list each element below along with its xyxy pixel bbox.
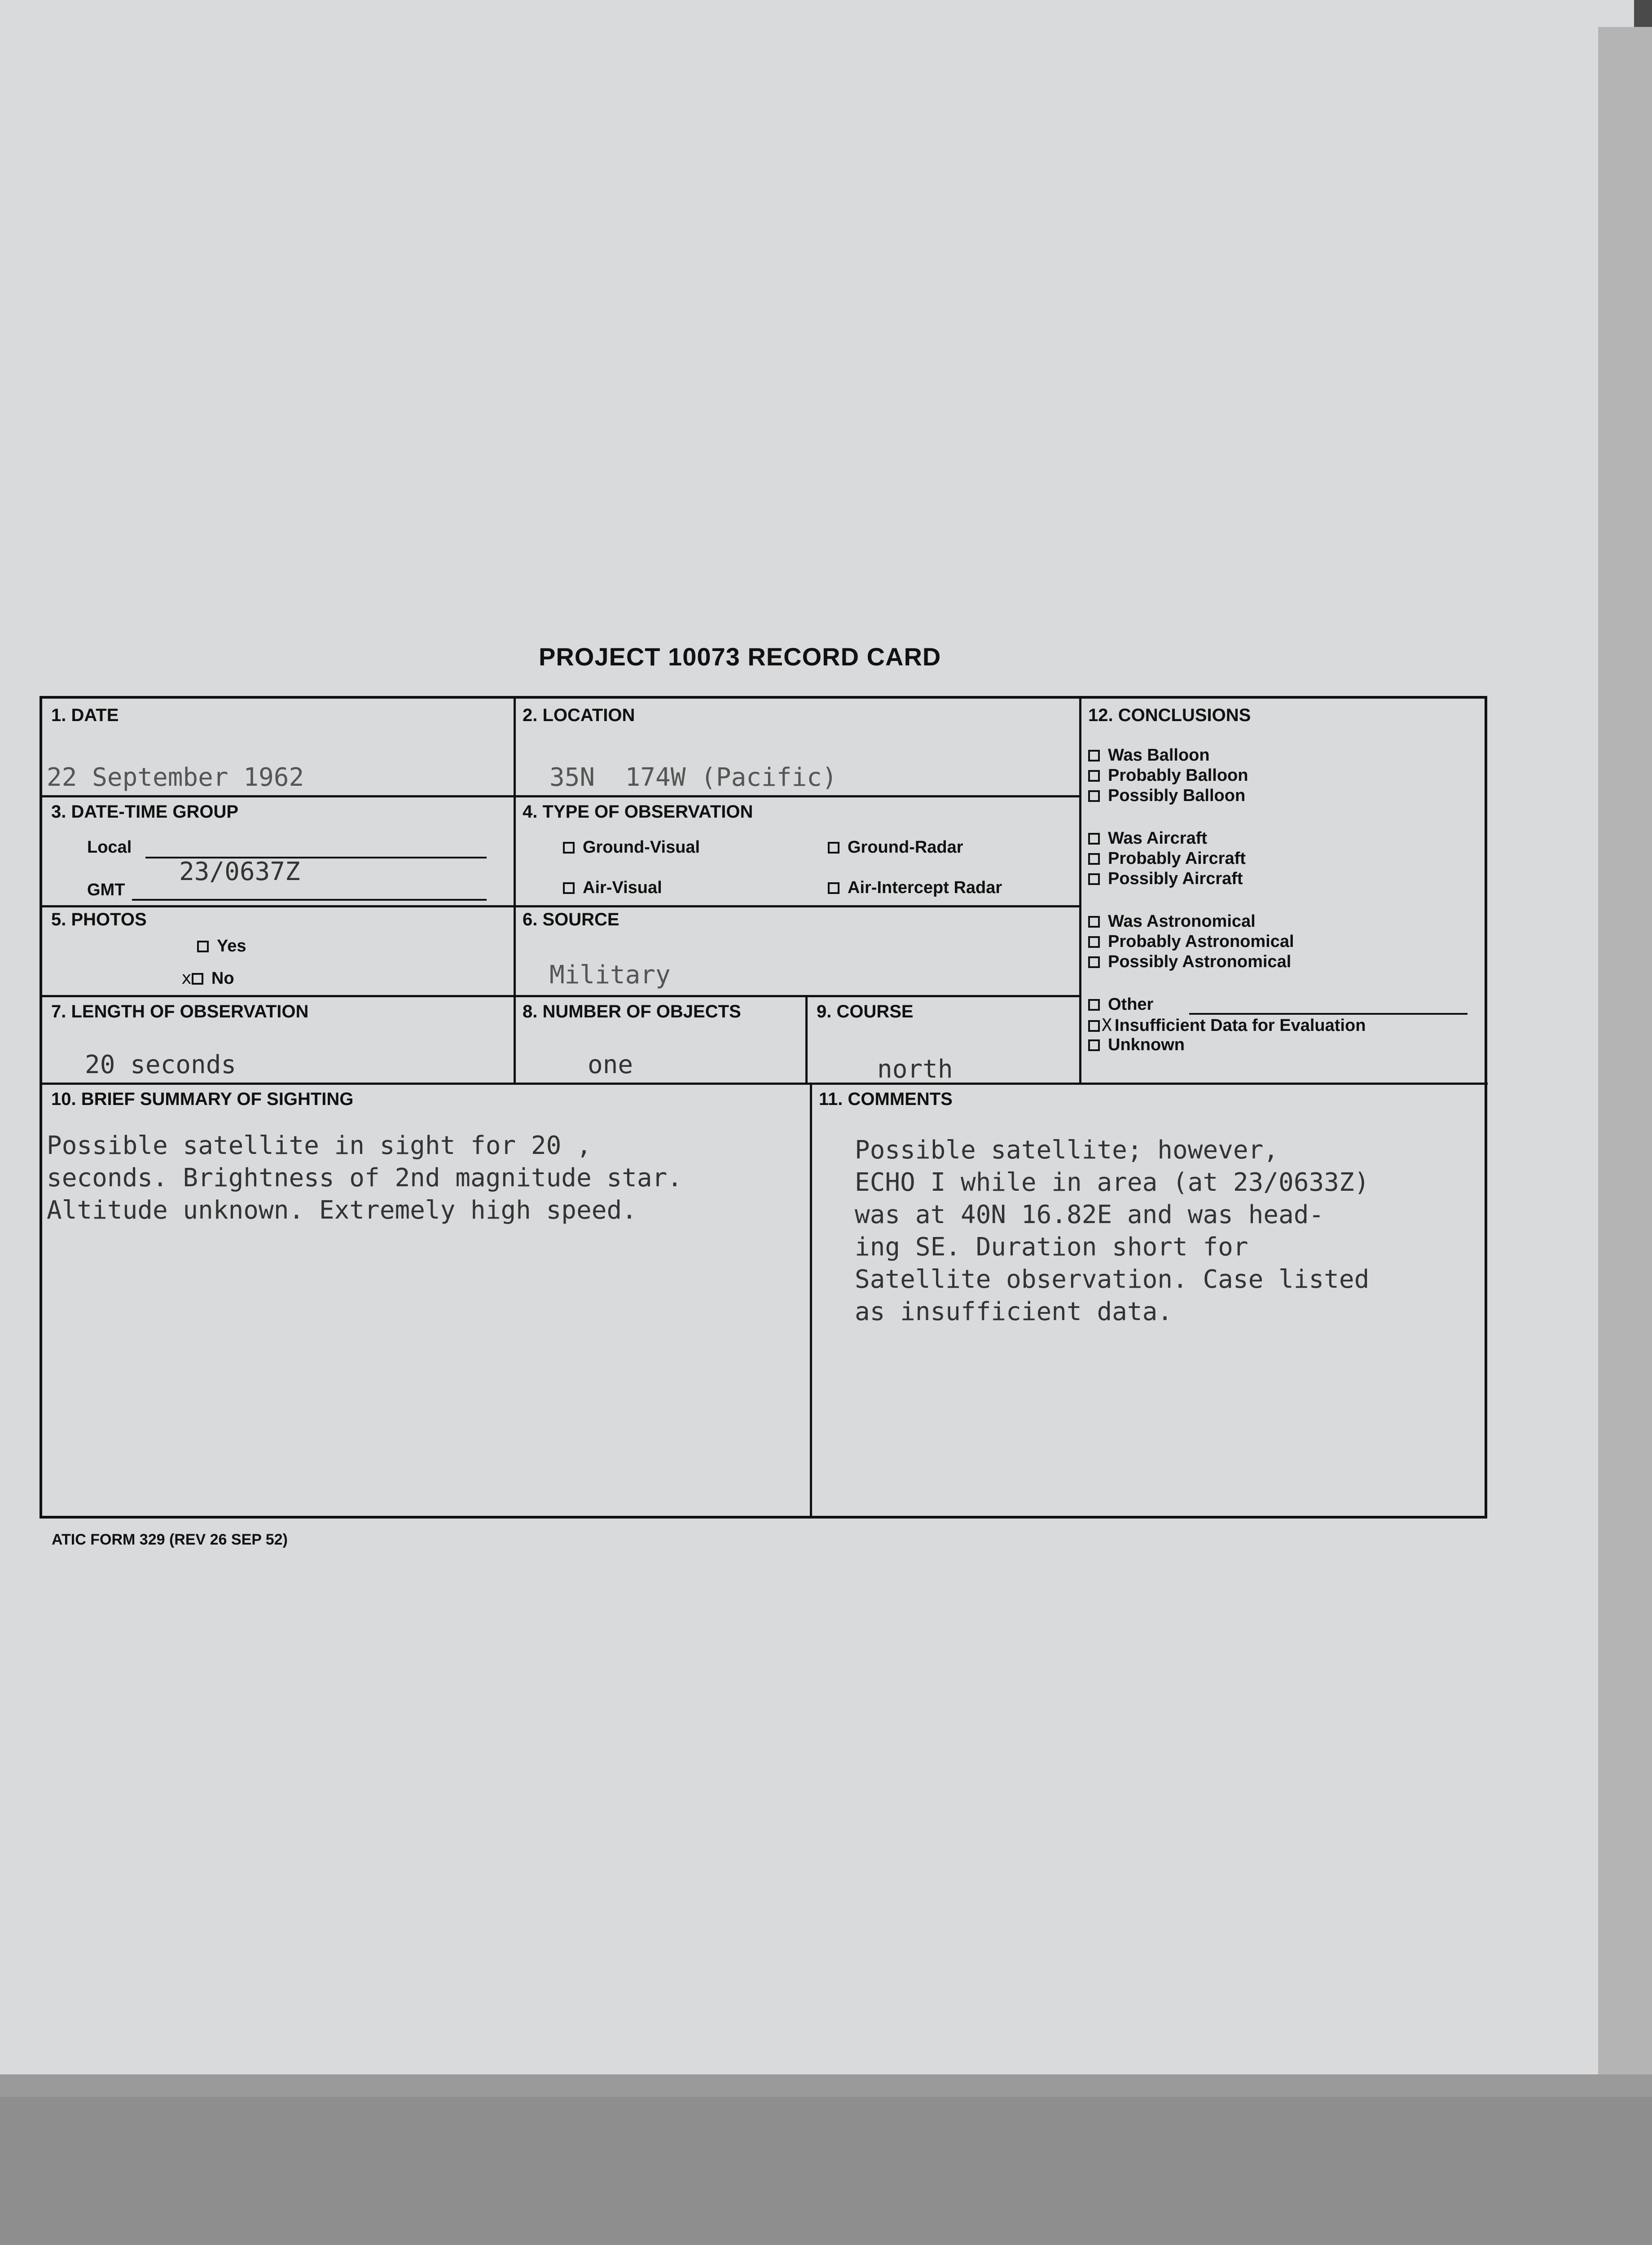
checkbox-icon xyxy=(1088,936,1100,948)
checkbox-icon xyxy=(1088,916,1100,928)
comments-label: 11. COMMENTS xyxy=(819,1089,953,1109)
divider-v1 xyxy=(514,699,516,1083)
option-ground-visual[interactable]: Ground-Visual xyxy=(563,838,700,857)
checkbox-icon xyxy=(1088,956,1100,968)
dtg-label: 3. DATE-TIME GROUP xyxy=(51,802,239,822)
checkbox-checked-icon xyxy=(1088,1020,1100,1032)
conclusion-probably-astronomical[interactable]: Probably Astronomical xyxy=(1088,932,1294,951)
objects-label: 8. NUMBER OF OBJECTS xyxy=(523,1002,741,1021)
card-title: PROJECT 10073 RECORD CARD xyxy=(539,643,941,671)
conclusion-possibly-astronomical[interactable]: Possibly Astronomical xyxy=(1088,952,1291,972)
course-value: north xyxy=(877,1055,953,1084)
photos-yes-option[interactable]: Yes xyxy=(197,937,246,956)
checkbox-icon xyxy=(563,842,575,854)
typed-x-mark: x xyxy=(181,968,192,988)
page-bottom-edge xyxy=(0,2074,1652,2097)
divider-h1 xyxy=(42,795,1079,797)
conclusion-was-balloon[interactable]: Was Balloon xyxy=(1088,746,1210,765)
location-value: 35N 174W (Pacific) xyxy=(549,763,837,792)
checkbox-icon xyxy=(1088,750,1100,762)
checkbox-icon xyxy=(1088,999,1100,1011)
course-label: 9. COURSE xyxy=(817,1002,914,1021)
summary-line: seconds. Brightness of 2nd magnitude star. xyxy=(47,1163,683,1193)
checkbox-icon xyxy=(1088,790,1100,802)
conclusion-was-astronomical[interactable]: Was Astronomical xyxy=(1088,912,1256,931)
gmt-value: 23/0637Z xyxy=(179,857,300,886)
source-value: Military xyxy=(549,960,671,990)
summary-line: Possible satellite in sight for 20 , xyxy=(47,1131,592,1160)
checkbox-icon xyxy=(1088,1039,1100,1051)
option-ground-radar[interactable]: Ground-Radar xyxy=(828,838,963,857)
objects-value: one xyxy=(588,1050,633,1079)
conclusion-probably-aircraft[interactable]: Probably Aircraft xyxy=(1088,849,1246,868)
divider-v3 xyxy=(805,995,808,1083)
location-label: 2. LOCATION xyxy=(523,705,635,725)
source-label: 6. SOURCE xyxy=(523,910,620,929)
other-line xyxy=(1189,1013,1467,1015)
checkbox-checked-icon xyxy=(563,882,575,894)
page-right-edge xyxy=(1598,27,1652,2079)
conclusion-unknown[interactable]: Unknown xyxy=(1088,1035,1185,1055)
comments-line: ECHO I while in area (at 23/0633Z) xyxy=(855,1168,1370,1197)
comments-line: ing SE. Duration short for xyxy=(855,1233,1248,1262)
background-surface xyxy=(0,2097,1652,2245)
conclusion-was-aircraft[interactable]: Was Aircraft xyxy=(1088,829,1207,848)
divider-h2 xyxy=(42,905,1079,907)
comments-line: as insufficient data. xyxy=(855,1297,1173,1326)
form-number: ATIC FORM 329 (REV 26 SEP 52) xyxy=(52,1531,288,1548)
checkbox-icon xyxy=(1088,770,1100,782)
gmt-line xyxy=(132,899,487,901)
checkbox-icon xyxy=(828,842,839,854)
comments-line: Satellite observation. Case listed xyxy=(855,1265,1370,1294)
length-value: 20 seconds xyxy=(85,1050,237,1079)
divider-h3 xyxy=(42,995,1079,997)
record-card xyxy=(40,696,1487,1519)
comments-line: Possible satellite; however, xyxy=(855,1136,1279,1165)
checkbox-checked-icon xyxy=(192,973,203,985)
divider-v4 xyxy=(810,1083,812,1518)
checkbox-icon xyxy=(1088,833,1100,845)
gmt-label: GMT xyxy=(87,880,125,899)
divider-v2 xyxy=(1079,699,1081,1083)
divider-h4 xyxy=(42,1083,1488,1085)
local-label: Local xyxy=(87,838,132,857)
summary-label: 10. BRIEF SUMMARY OF SIGHTING xyxy=(51,1089,354,1109)
conclusion-probably-balloon[interactable]: Probably Balloon xyxy=(1088,766,1248,785)
photos-no-option[interactable]: x No xyxy=(181,968,234,988)
typed-x-mark: X xyxy=(1102,1015,1112,1035)
photos-label: 5. PHOTOS xyxy=(51,910,147,929)
type-obs-label: 4. TYPE OF OBSERVATION xyxy=(523,802,753,822)
option-air-intercept-radar[interactable]: Air-Intercept Radar xyxy=(828,878,1002,898)
conclusion-possibly-balloon[interactable]: Possibly Balloon xyxy=(1088,786,1245,806)
option-air-visual[interactable]: Air-Visual xyxy=(563,878,662,898)
conclusion-other[interactable]: Other xyxy=(1088,995,1153,1014)
conclusion-possibly-aircraft[interactable]: Possibly Aircraft xyxy=(1088,869,1243,889)
checkbox-icon xyxy=(197,941,209,952)
date-value: 22 September 1962 xyxy=(47,763,304,792)
date-label: 1. DATE xyxy=(51,705,119,725)
summary-line: Altitude unknown. Extremely high speed. xyxy=(47,1196,637,1225)
checkbox-icon xyxy=(828,882,839,894)
conclusion-insufficient-data[interactable]: X Insufficient Data for Evaluation xyxy=(1088,1015,1366,1035)
checkbox-icon xyxy=(1088,853,1100,865)
comments-line: was at 40N 16.82E and was head- xyxy=(855,1200,1324,1229)
checkbox-icon xyxy=(1088,873,1100,885)
length-label: 7. LENGTH OF OBSERVATION xyxy=(51,1002,309,1021)
conclusions-label: 12. CONCLUSIONS xyxy=(1088,705,1251,725)
